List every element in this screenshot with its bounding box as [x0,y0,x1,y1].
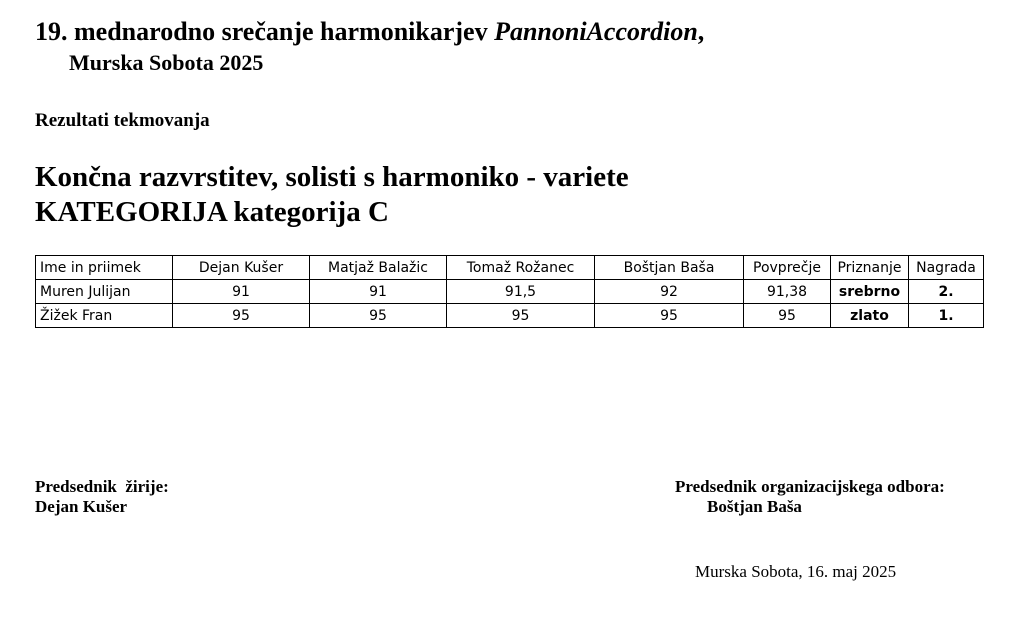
column-header-average: Povprečje [744,256,831,280]
cell-recognition: zlato [831,304,909,328]
column-header-judge-4: Boštjan Baša [595,256,744,280]
cell-score: 91 [310,280,447,304]
ranking-heading: Končna razvrstitev, solisti s harmoniko - variete [35,161,629,193]
category-heading: KATEGORIJA kategorija C [35,196,389,228]
organizing-president-title: Predsednik organizacijskega odbora: [675,477,945,496]
event-title-prefix: 19. mednarodno srečanje harmonikarjev [35,17,495,46]
column-header-award: Nagrada [909,256,984,280]
cell-score: 92 [595,280,744,304]
cell-score: 91,5 [447,280,595,304]
event-title [35,16,704,48]
column-header-judge-3: Tomaž Rožanec [447,256,595,280]
cell-average: 91,38 [744,280,831,304]
cell-award: 1. [909,304,984,328]
column-header-judge-2: Matjaž Balažic [310,256,447,280]
cell-award: 2. [909,280,984,304]
column-header-name: Ime in priimek [36,256,173,280]
event-place-year: Murska Sobota 2025 [69,50,264,75]
cell-score: 95 [173,304,310,328]
section-title: Rezultati tekmovanja [35,110,210,131]
cell-score: 95 [595,304,744,328]
place-and-date: Murska Sobota, 16. maj 2025 [695,562,897,581]
cell-average: 95 [744,304,831,328]
column-header-judge-1: Dejan Kušer [173,256,310,280]
table-header-row [36,256,984,280]
cell-score: 95 [447,304,595,328]
table-row [36,280,984,304]
table-row [36,304,984,328]
cell-name: Muren Julijan [36,280,173,304]
cell-score: 95 [310,304,447,328]
event-title-brand: PannoniAccordion [494,17,698,46]
column-header-recognition: Priznanje [831,256,909,280]
results-table [35,255,984,328]
jury-president-title: Predsednik žirije: [35,477,169,496]
cell-recognition: srebrno [831,280,909,304]
jury-president-name: Dejan Kušer [35,497,128,516]
event-title-suffix: , [697,17,705,46]
cell-score: 91 [173,280,310,304]
organizing-president-name: Boštjan Baša [707,497,802,516]
cell-name: Žižek Fran [36,304,173,328]
